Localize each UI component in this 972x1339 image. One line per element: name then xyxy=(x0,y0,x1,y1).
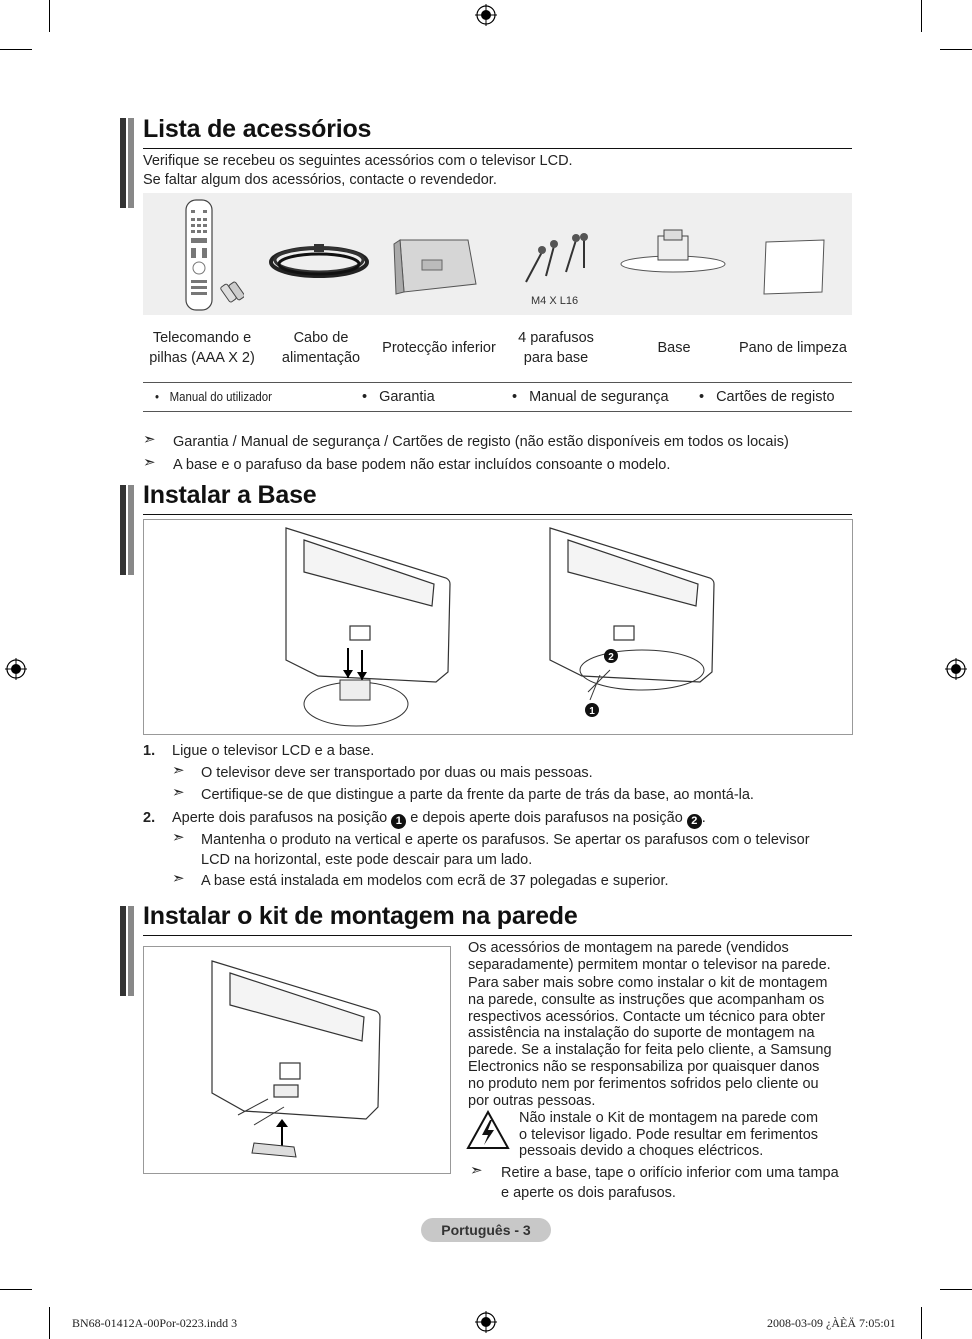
accessories-intro-line1: Verifique se recebeu os seguintes acessórios com o televisor LCD. xyxy=(143,153,573,169)
crop-mark xyxy=(940,49,972,50)
note-text: Certifique-se de que distingue a parte da frente da parte de trás da base, ao montá-la. xyxy=(201,787,754,803)
extra-item: • Manual do utilizador xyxy=(155,389,272,404)
bottom-cover-icon xyxy=(392,236,482,298)
section-bar xyxy=(120,118,134,208)
note-text: Garantia / Manual de segurança / Cartões de registo (não estão disponíveis em todos os locais) xyxy=(173,434,789,450)
tv-wall-mount-illustration xyxy=(144,947,450,1173)
wall-para-1: Os acessórios de montagem na parede (vendidos separadamente) permitem montar o televisor na parede. xyxy=(468,940,831,973)
note-text: Retire a base, tape o orifício inferior com uma tampa xyxy=(501,1165,839,1181)
base-stand-icon xyxy=(616,228,730,276)
power-cable-icon xyxy=(266,238,372,282)
note-text: A base e o parafuso da base podem não estar incluídos consoante o modelo. xyxy=(173,457,671,473)
section-title-wall-mount: Instalar o kit de montagem na parede xyxy=(143,902,578,930)
wall-mount-illustration-frame xyxy=(143,946,451,1174)
callout-1-label: 1 xyxy=(589,706,595,717)
screw-spec-label: M4 X L16 xyxy=(531,295,579,307)
note-text: O televisor deve ser transportado por duas ou mais pessoas. xyxy=(201,765,593,781)
registration-mark-icon xyxy=(945,658,967,680)
section-rule xyxy=(143,514,852,515)
divider xyxy=(143,411,852,412)
section-rule xyxy=(143,935,852,936)
divider xyxy=(143,382,852,383)
note-arrow-icon: ➣ xyxy=(172,762,185,779)
section-rule xyxy=(143,148,852,149)
note-arrow-icon: ➣ xyxy=(172,829,185,846)
electric-warning-icon xyxy=(466,1110,510,1150)
note-text: Mantenha o produto na vertical e aperte os parafusos. Se apertar os parafusos com o televisor xyxy=(201,832,810,848)
position-1-badge: 1 xyxy=(391,814,406,829)
note-text: e aperte os dois parafusos. xyxy=(501,1185,676,1201)
wall-para-2: Para saber mais sobre como instalar o kit de montagem na parede, consulte as instruções que acompanham os respectivos acessórios. Contacte um técnico para obter assistência na instalação do suporte de montagem na parede. Se a instalação for feita pelo cliente, a Samsung Electronics não se responsabiliza por quaisquer danos no produto nem por ferimentos sofridos pelo cliente ou por outras pessoas. xyxy=(468,975,832,1109)
accessory-label: Telecomando e pilhas (AAA X 2) xyxy=(149,330,255,366)
note-arrow-icon: ➣ xyxy=(470,1162,483,1179)
section-title-accessories: Lista de acessórios xyxy=(143,115,372,143)
accessory-image-strip xyxy=(143,193,852,315)
accessory-label: Pano de limpeza xyxy=(738,340,847,356)
position-2-badge: 2 xyxy=(687,814,702,829)
base-illustration-frame xyxy=(143,519,853,735)
registration-mark-icon xyxy=(475,1311,497,1333)
step-number: 1. xyxy=(143,743,156,759)
crop-mark xyxy=(0,49,32,50)
remote-control-icon xyxy=(178,198,244,312)
section-bar xyxy=(120,485,134,575)
tv-base-illustration xyxy=(144,520,852,734)
note-text: LCD na horizontal, este pode descair para um lado. xyxy=(201,852,533,868)
file-slug: BN68-01412A-00Por-0223.indd 3 xyxy=(72,1316,238,1330)
accessory-label: Protecção inferior xyxy=(382,340,496,356)
accessory-label: Base xyxy=(657,340,691,356)
note-arrow-icon: ➣ xyxy=(143,454,156,471)
cleaning-cloth-icon xyxy=(760,238,828,296)
callout-2-label: 2 xyxy=(608,652,614,663)
registration-mark-icon xyxy=(475,4,497,26)
crop-mark xyxy=(921,1307,922,1339)
screws-icon xyxy=(520,232,594,292)
note-text: A base está instalada em modelos com ecrã de 37 polegadas e superior. xyxy=(201,873,669,889)
note-arrow-icon: ➣ xyxy=(172,870,185,887)
crop-mark xyxy=(940,1289,972,1290)
warning-text: Não instale o Kit de montagem na parede com o televisor ligado. Pode resultar em ferimentos pessoais devido a choques eléctricos. xyxy=(519,1110,819,1159)
extra-item: • Garantia xyxy=(362,389,435,405)
registration-mark-icon xyxy=(5,658,27,680)
crop-mark xyxy=(921,0,922,32)
accessory-label: Cabo de alimentação xyxy=(281,330,361,366)
extra-item: • Manual de segurança xyxy=(512,389,669,405)
date-slug: 2008-03-09 ¿ÀÈÄ 7:05:01 xyxy=(767,1316,896,1330)
accessory-label: 4 parafusos para base xyxy=(518,330,594,366)
section-title-base: Instalar a Base xyxy=(143,481,317,509)
note-arrow-icon: ➣ xyxy=(143,431,156,448)
crop-mark xyxy=(49,1307,50,1339)
step-number: 2. xyxy=(143,810,156,826)
crop-mark xyxy=(0,1289,32,1290)
section-bar xyxy=(120,906,134,996)
step-text: Aperte dois parafusos na posição 1 e depois aperte dois parafusos na posição 2 . xyxy=(172,810,706,827)
crop-mark xyxy=(49,0,50,32)
step-text: Ligue o televisor LCD e a base. xyxy=(172,743,375,759)
extra-item: • Cartões de registo xyxy=(699,389,835,405)
note-arrow-icon: ➣ xyxy=(172,784,185,801)
page-number-badge: Português - 3 xyxy=(421,1218,551,1242)
accessories-intro-line2: Se faltar algum dos acessórios, contacte o revendedor. xyxy=(143,172,497,188)
